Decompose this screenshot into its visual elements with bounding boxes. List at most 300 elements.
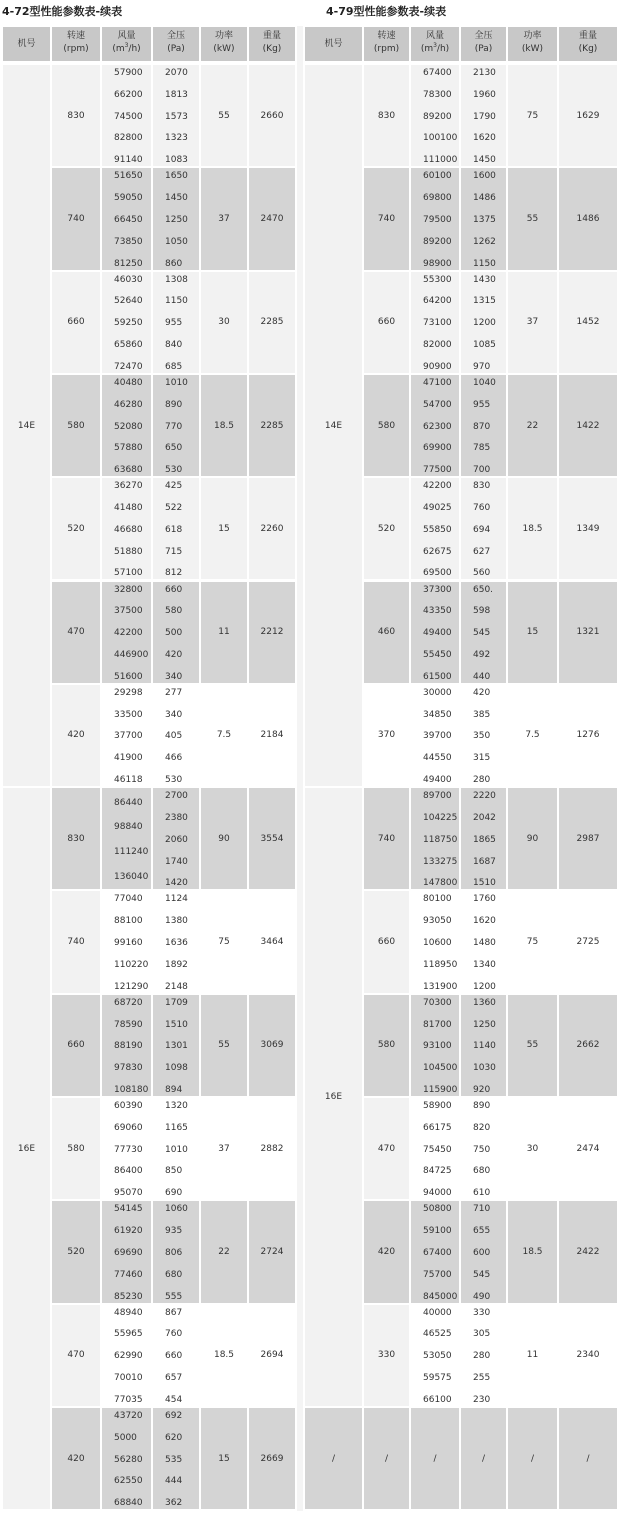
flow-value: 34850 [423, 709, 452, 720]
pressure-value: 405 [165, 731, 183, 742]
flow-value: 69690 [114, 1247, 143, 1258]
flow-cell [101, 167, 152, 270]
flow-value: 118750 [423, 834, 458, 845]
flow-value: 90900 [423, 361, 452, 372]
speed-unit: (rpm) [373, 44, 400, 54]
power-cell: 18.5 [507, 1200, 558, 1303]
weight-cell: 2285 [248, 271, 296, 374]
flow-value: 55450 [423, 649, 452, 660]
weight-cell: 2724 [248, 1200, 296, 1303]
speed-cell: 740 [363, 167, 410, 270]
pressure-value: 710 [473, 1204, 491, 1215]
flow-unit-post: /h) [436, 44, 450, 54]
flow-value: 37700 [114, 731, 143, 742]
flow-cell [101, 1304, 152, 1407]
flow-value: 72470 [114, 361, 143, 372]
pressure-value: 555 [165, 1291, 183, 1302]
flow-value: 70010 [114, 1373, 143, 1384]
flow-value: 73850 [114, 236, 143, 247]
flow-value: 77500 [423, 465, 452, 476]
speed-cell: 420 [51, 684, 101, 787]
flow-value: 81700 [423, 1019, 452, 1030]
flow-value: 47100 [423, 377, 452, 388]
power-cell: 22 [507, 374, 558, 477]
pressure-value: 860 [165, 258, 183, 269]
flow-unit-sup: 3 [433, 42, 437, 49]
flow-value: 78590 [114, 1019, 143, 1030]
weight-cell: 1321 [558, 581, 618, 684]
flow-value: 147800 [423, 878, 458, 889]
flow-value: 93100 [423, 1041, 452, 1052]
pressure-value: 1760 [473, 894, 496, 905]
pressure-value: 2380 [165, 812, 188, 823]
flow-value: 62550 [114, 1476, 143, 1487]
pressure-value: 2148 [165, 981, 188, 992]
pressure-value: 385 [473, 709, 491, 720]
pressure-value: 1010 [165, 377, 188, 388]
pressure-cell [152, 684, 200, 787]
pressure-value: 657 [165, 1373, 183, 1384]
speed-cell: 470 [363, 1097, 410, 1200]
power-cell: 75 [507, 64, 558, 167]
power-header-label: 功率 [214, 31, 233, 41]
empty-cell: / [507, 1407, 558, 1510]
flow-value: 78300 [423, 89, 452, 100]
pressure-value: 440 [473, 671, 491, 682]
pressure-value: 277 [165, 687, 183, 698]
pressure-value: 2700 [165, 791, 188, 802]
pressure-value: 1420 [165, 878, 188, 889]
power-cell: 18.5 [200, 1304, 248, 1407]
pressure-value: 680 [473, 1166, 491, 1177]
pressure-value: 1340 [473, 959, 496, 970]
flow-cell [101, 994, 152, 1097]
flow-value: 10600 [423, 938, 452, 949]
flow-value: 121290 [114, 981, 149, 992]
flow-value: 80100 [423, 894, 452, 905]
flow-value: 82800 [114, 133, 143, 144]
pressure-value: 680 [165, 1269, 183, 1280]
pressure-value: 1320 [165, 1101, 188, 1111]
pressure-cell [152, 581, 200, 684]
flow-cell [410, 477, 460, 580]
pressure-value: 1140 [473, 1041, 496, 1052]
pressure-value: 1650 [165, 171, 188, 182]
pressure-value: 454 [165, 1394, 183, 1405]
pressure-value: 715 [165, 546, 183, 557]
flow-value: 40480 [114, 377, 143, 388]
flow-cell [410, 890, 460, 993]
flow-value: 37300 [423, 584, 452, 595]
flow-value: 68840 [114, 1498, 143, 1509]
flow-value: 63680 [114, 465, 143, 476]
flow-value: 69900 [423, 443, 452, 454]
flow-value: 52640 [114, 296, 143, 307]
flow-unit-post: /h) [128, 44, 141, 54]
flow-value: 136040 [114, 871, 149, 882]
flow-value: 97830 [114, 1063, 143, 1074]
pressure-value: 1200 [473, 981, 496, 992]
pressure-value: 522 [165, 503, 183, 513]
empty-cell: / [304, 1407, 363, 1510]
flow-value: 46525 [423, 1329, 452, 1340]
pressure-value: 620 [165, 1432, 183, 1443]
flow-value: 62300 [423, 421, 452, 432]
speed-cell: 420 [363, 1200, 410, 1303]
pressure-value: 1740 [165, 856, 188, 867]
pressure-value: 500 [165, 628, 183, 639]
model-header-label: 机号 [17, 39, 36, 49]
flow-value: 89200 [423, 236, 452, 247]
weight-cell: 2660 [248, 64, 296, 167]
flow-cell [101, 890, 152, 993]
flow-value: 60100 [423, 171, 452, 182]
speed-cell: 470 [51, 581, 101, 684]
speed-cell: 520 [363, 477, 410, 580]
flow-value: 62990 [114, 1351, 143, 1362]
pressure-value: 692 [165, 1410, 183, 1421]
flow-cell [410, 374, 460, 477]
pressure-value: 627 [473, 546, 491, 557]
flow-cell [101, 581, 152, 684]
speed-cell: 830 [51, 64, 101, 167]
pressure-value: 890 [165, 399, 183, 410]
flow-value: 104500 [423, 1063, 458, 1074]
pressure-cell [460, 271, 507, 374]
speed-cell: 520 [51, 477, 101, 580]
pressure-cell [460, 1304, 507, 1407]
speed-header [363, 26, 410, 62]
flow-cell [101, 374, 152, 477]
flow-value: 94000 [423, 1188, 452, 1199]
pressure-value: 1620 [473, 133, 496, 144]
power-cell: 37 [200, 1097, 248, 1200]
pressure-cell [152, 1097, 200, 1200]
pressure-cell [460, 890, 507, 993]
power-cell: 18.5 [200, 374, 248, 477]
pressure-value: 935 [165, 1226, 183, 1237]
flow-value: 98840 [114, 822, 143, 833]
flow-value: 59100 [423, 1226, 452, 1237]
flow-cell [101, 787, 152, 890]
flow-value: 95070 [114, 1188, 143, 1199]
pressure-value: 466 [165, 753, 183, 764]
flow-value: 845000 [423, 1291, 458, 1302]
pressure-value: 280 [473, 775, 491, 786]
pressure-value: 650. [473, 584, 494, 595]
pressure-value: 1315 [473, 296, 496, 307]
flow-value: 111000 [423, 155, 458, 166]
weight-cell: 3464 [248, 890, 296, 993]
power-cell: 22 [200, 1200, 248, 1303]
pressure-value: 340 [165, 709, 183, 720]
flow-value: 131900 [423, 981, 458, 992]
flow-value: 37500 [114, 606, 143, 617]
pressure-value: 530 [165, 775, 183, 786]
flow-value: 99160 [114, 938, 143, 949]
flow-value: 52080 [114, 421, 143, 432]
pressure-value: 1636 [165, 938, 188, 949]
weight-cell: 1629 [558, 64, 618, 167]
pressure-unit: (Pa) [167, 44, 185, 54]
power-cell: 75 [200, 890, 248, 993]
flow-value: 54700 [423, 399, 452, 410]
flow-value: 59250 [114, 318, 143, 329]
flow-value: 30000 [423, 687, 452, 698]
power-cell: 90 [200, 787, 248, 890]
pressure-value: 1010 [165, 1144, 188, 1155]
flow-value: 111240 [114, 847, 149, 857]
flow-cell [410, 271, 460, 374]
flow-value: 40000 [423, 1307, 452, 1318]
pressure-value: 425 [165, 481, 183, 492]
pressure-value: 1250 [165, 214, 188, 225]
speed-cell: 370 [363, 684, 410, 787]
flow-value: 104225 [423, 812, 458, 823]
pressure-value: 955 [165, 318, 183, 329]
power-cell: 18.5 [507, 477, 558, 580]
pressure-value: 1323 [165, 133, 188, 144]
flow-cell [410, 1304, 460, 1407]
flow-value: 46030 [114, 274, 143, 285]
pressure-value: 1165 [165, 1122, 188, 1133]
weight-cell: 2669 [248, 1407, 296, 1510]
model-cell: 14E [2, 64, 51, 787]
pressure-cell [152, 1407, 200, 1510]
weight-cell: 1452 [558, 271, 618, 374]
flow-value: 51650 [114, 171, 143, 182]
weight-cell: 2260 [248, 477, 296, 580]
pressure-value: 1573 [165, 111, 188, 122]
power-cell: 37 [507, 271, 558, 374]
pressure-value: 660 [165, 584, 183, 595]
power-cell: 11 [507, 1304, 558, 1407]
pressure-value: 694 [473, 524, 491, 535]
weight-cell: 1486 [558, 167, 618, 270]
pressure-cell [152, 374, 200, 477]
flow-cell [410, 994, 460, 1097]
pressure-value: 1709 [165, 997, 188, 1008]
pressure-value: 1200 [473, 318, 496, 329]
flow-value: 79500 [423, 214, 452, 225]
weight-cell: 2470 [248, 167, 296, 270]
flow-value: 41480 [114, 503, 143, 513]
flow-value: 115900 [423, 1084, 458, 1095]
pressure-value: 1098 [165, 1063, 188, 1074]
pressure-value: 530 [165, 465, 183, 476]
pressure-value: 750 [473, 1144, 491, 1155]
model-cell: 16E [2, 787, 51, 1510]
pressure-value: 600 [473, 1247, 491, 1258]
speed-header-label: 转速 [377, 31, 396, 41]
model-header [304, 26, 363, 62]
pressure-value: 650 [165, 443, 183, 454]
speed-cell: 660 [51, 271, 101, 374]
flow-value: 93050 [423, 916, 452, 927]
weight-cell: 3069 [248, 994, 296, 1097]
flow-header-label: 风量 [425, 31, 444, 41]
flow-value: 89200 [423, 111, 452, 122]
pressure-value: 870 [473, 421, 491, 432]
flow-cell [101, 1097, 152, 1200]
pressure-cell [460, 167, 507, 270]
flow-value: 55300 [423, 274, 452, 285]
flow-value: 58900 [423, 1101, 452, 1111]
speed-cell: 580 [363, 994, 410, 1097]
flow-value: 5000 [114, 1432, 137, 1443]
speed-cell: 470 [51, 1304, 101, 1407]
flow-value: 88100 [114, 916, 143, 927]
power-cell: 15 [200, 477, 248, 580]
flow-value: 42200 [423, 481, 452, 492]
pressure-value: 1250 [473, 1019, 496, 1030]
flow-cell [410, 1097, 460, 1200]
pressure-value: 598 [473, 606, 491, 617]
pressure-value: 867 [165, 1307, 183, 1318]
power-cell: 75 [507, 890, 558, 993]
speed-header [51, 26, 101, 62]
flow-header [101, 26, 152, 62]
pressure-value: 660 [165, 1351, 183, 1362]
pressure-cell [460, 1097, 507, 1200]
pressure-header-label: 全压 [474, 31, 493, 41]
pressure-cell [460, 477, 507, 580]
flow-cell [410, 167, 460, 270]
flow-value: 75450 [423, 1144, 452, 1155]
power-cell: 30 [507, 1097, 558, 1200]
flow-value: 86400 [114, 1166, 143, 1177]
pressure-value: 490 [473, 1291, 491, 1302]
pressure-value: 1813 [165, 89, 188, 100]
pressure-value: 1892 [165, 959, 188, 970]
weight-cell: 2987 [558, 787, 618, 890]
pressure-value: 2220 [473, 791, 496, 802]
pressure-value: 690 [165, 1188, 183, 1199]
pressure-value: 1450 [473, 155, 496, 166]
weight-cell: 2184 [248, 684, 296, 787]
speed-cell: 830 [363, 64, 410, 167]
flow-value: 54145 [114, 1204, 143, 1215]
flow-cell [101, 1407, 152, 1510]
flow-value: 118950 [423, 959, 458, 970]
pressure-value: 1510 [165, 1019, 188, 1030]
pressure-value: 850 [165, 1166, 183, 1177]
pressure-cell [460, 684, 507, 787]
speed-cell: 660 [363, 271, 410, 374]
pressure-value: 1150 [473, 258, 496, 269]
power-cell: 11 [200, 581, 248, 684]
flow-value: 62675 [423, 546, 452, 557]
flow-cell [410, 1200, 460, 1303]
speed-cell: 830 [51, 787, 101, 890]
flow-unit [411, 43, 459, 56]
pressure-header [152, 26, 200, 62]
pressure-value: 806 [165, 1247, 183, 1258]
pressure-value: 1620 [473, 916, 496, 927]
pressure-cell [460, 64, 507, 167]
pressure-value: 890 [473, 1101, 491, 1111]
weight-header [248, 26, 296, 62]
pressure-value: 280 [473, 1351, 491, 1362]
flow-value: 60390 [114, 1101, 143, 1111]
pressure-value: 655 [473, 1226, 491, 1237]
weight-header-label: 重量 [262, 31, 281, 41]
pressure-value: 340 [165, 671, 183, 682]
weight-header-label: 重量 [578, 31, 597, 41]
pressure-value: 685 [165, 361, 183, 372]
flow-value: 84725 [423, 1166, 452, 1177]
pressure-value: 1450 [165, 193, 188, 204]
flow-value: 55965 [114, 1329, 143, 1340]
pressure-value: 560 [473, 568, 491, 579]
power-cell: 90 [507, 787, 558, 890]
flow-value: 66175 [423, 1122, 452, 1133]
weight-unit: (Kg) [262, 44, 282, 54]
pressure-value: 2060 [165, 834, 188, 845]
flow-value: 39700 [423, 731, 452, 742]
right-table-title: 4-79型性能参数表-续表 [326, 5, 447, 18]
flow-cell [101, 271, 152, 374]
pressure-cell [152, 167, 200, 270]
pressure-value: 1480 [473, 938, 496, 949]
model-cell: 16E [304, 787, 363, 1407]
pressure-value: 545 [473, 628, 491, 639]
pressure-value: 894 [165, 1084, 183, 1095]
model-header [2, 26, 51, 62]
weight-unit: (Kg) [578, 44, 598, 54]
power-cell: 15 [200, 1407, 248, 1510]
pressure-value: 760 [165, 1329, 183, 1340]
pressure-value: 1301 [165, 1041, 188, 1052]
pressure-value: 255 [473, 1373, 491, 1384]
pressure-cell [460, 581, 507, 684]
flow-value: 67400 [423, 1247, 452, 1258]
flow-value: 33500 [114, 709, 143, 720]
flow-value: 59050 [114, 193, 143, 204]
pressure-unit: (Pa) [474, 44, 493, 54]
flow-value: 44550 [423, 753, 452, 764]
power-cell: 55 [200, 994, 248, 1097]
flow-value: 53050 [423, 1351, 452, 1362]
speed-cell: 580 [363, 374, 410, 477]
flow-value: 77460 [114, 1269, 143, 1280]
flow-value: 108180 [114, 1084, 149, 1095]
flow-value: 100100 [423, 133, 458, 144]
pressure-header [460, 26, 507, 62]
power-cell: 7.5 [507, 684, 558, 787]
pressure-value: 1262 [473, 236, 496, 247]
power-header-label: 功率 [523, 31, 542, 41]
speed-cell: 330 [363, 1304, 410, 1407]
flow-value: 70300 [423, 997, 452, 1008]
flow-header-label: 风量 [117, 31, 136, 41]
flow-unit-pre: (m [112, 44, 125, 54]
pressure-value: 812 [165, 568, 183, 579]
speed-cell: 740 [51, 167, 101, 270]
pressure-value: 580 [165, 606, 183, 617]
pressure-value: 1050 [165, 236, 188, 247]
pressure-value: 1687 [473, 856, 496, 867]
flow-value: 61920 [114, 1226, 143, 1237]
pressure-value: 2070 [165, 68, 188, 78]
pressure-value: 535 [165, 1454, 183, 1465]
pressure-value: 820 [473, 1122, 491, 1133]
pressure-cell [152, 787, 200, 890]
empty-cell: / [410, 1407, 460, 1510]
speed-cell: 520 [51, 1200, 101, 1303]
pressure-value: 1085 [473, 340, 496, 351]
pressure-value: 700 [473, 465, 491, 476]
